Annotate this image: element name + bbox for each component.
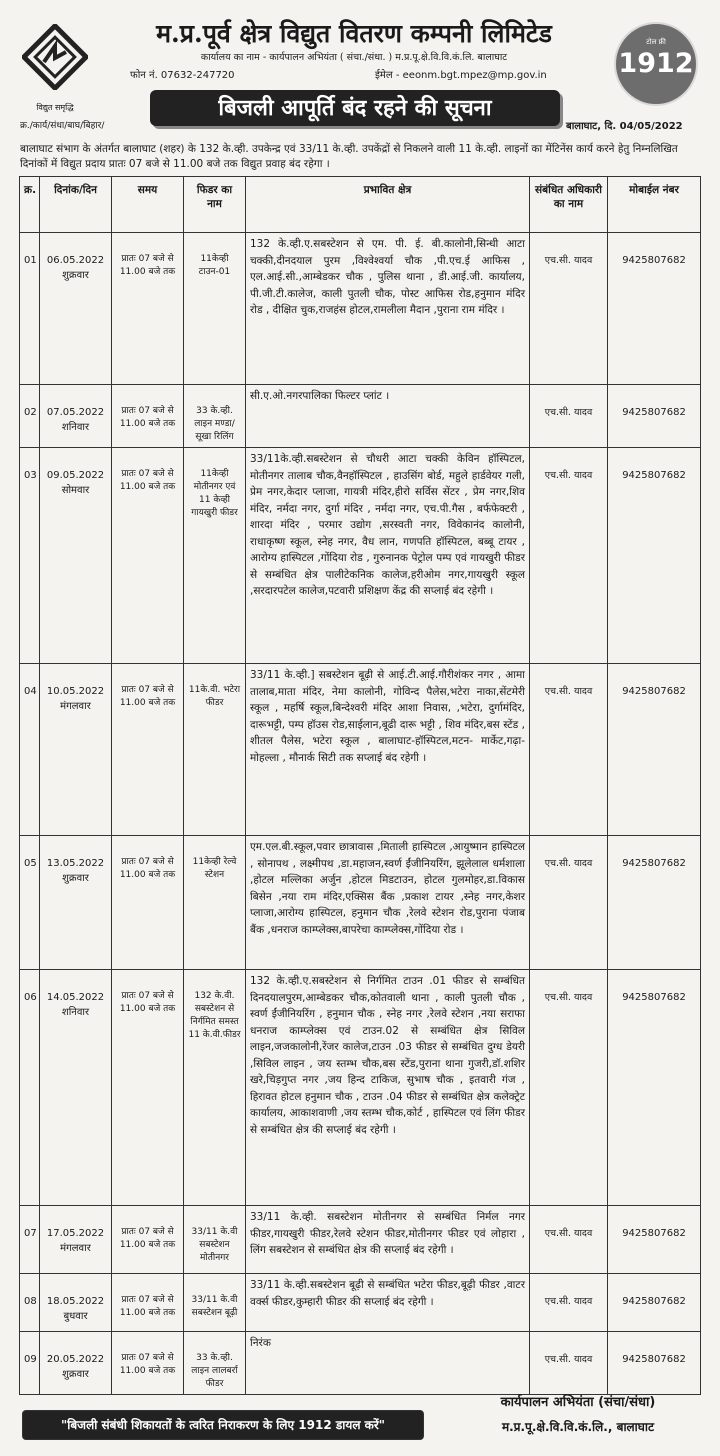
row-time [112,1206,184,1274]
row-date [40,970,112,1206]
row-serial [20,664,40,836]
row-affected-area [246,233,530,385]
row-officer-officer: एच.सी. यादव [544,686,593,697]
email-address: ईमेल - eeonm.bgt.mpez@mp.gov.in [375,70,547,81]
row-feeder-feeder: 33/11 के.वी सबस्टेशन मोतीनगर [191,1227,238,1263]
row-mobile-mobile: 9425807682 [622,686,686,697]
row-officer-officer: एच.सी. यादव [544,407,593,418]
row-mobile [608,1206,701,1274]
row-officer-officer: एच.सी. यादव [544,1296,593,1307]
row-date [40,448,112,664]
row-mobile-mobile: 9425807682 [622,470,686,481]
table-row [20,970,701,1206]
row-feeder [184,1206,246,1274]
table-row [20,385,701,448]
row-time [112,233,184,385]
row-affected-area [246,448,530,664]
row-officer-officer: एच.सी. यादव [544,255,593,266]
row-mobile-mobile: 9425807682 [622,1228,686,1239]
row-date [40,1332,112,1395]
row-affected-area-area: 33/11 के.व्ही.सबस्टेशन बूढ़ी से सम्बंधित भटेरा फीडर,बूढ़ी फीडर ,वाटर वर्क्स फीडर,कुम्हारी फीडर की सप्लाई बंद रहेगी । [250,1279,525,1308]
row-time-time: प्रातः 07 बजे से 11.00 बजे तक [119,254,176,277]
row-mobile-mobile: 9425807682 [622,992,686,1003]
row-date-day: शुक्रवार [62,873,89,884]
row-feeder-feeder: 11केव्ही मोतीनगर एवं 11 केव्ही गायखुरी फीडर [191,469,238,518]
row-date-date: 13.05.2022 [46,858,105,869]
row-serial-sn: 06 [24,992,37,1003]
row-feeder-feeder: 33 के.व्ही. लाइन लालबर्रा फीडर [191,1353,238,1389]
row-serial-sn: 05 [24,858,37,869]
row-serial-sn: 04 [24,686,37,697]
row-feeder [184,233,246,385]
row-date-date: 14.05.2022 [46,992,105,1003]
phone-number: फोन नं. 07632-247720 [130,70,235,81]
header-mobile: मोबाईल नंबर [608,177,701,233]
reference-number: क्र./कार्य/संधा/बाघ/बिहार/ [20,121,105,131]
row-time [112,385,184,448]
company-logo-icon [22,24,88,90]
row-mobile [608,233,701,385]
header-sn: क्र. [20,177,40,233]
table-header-row [20,177,701,233]
office-name: कार्यालय का नाम - कार्यपालन अभियंता ( संचा./संधा. ) म.प्र.पू.क्षे.वि.वि.कं.लि. बालाघाट [200,52,508,63]
row-date-date: 09.05.2022 [46,470,105,481]
row-time [112,836,184,970]
row-date-day: शनिवार [61,422,90,433]
row-officer-officer: एच.सी. यादव [544,1354,593,1365]
header-date: दिनांक/दिन [40,177,112,233]
row-officer [530,1206,608,1274]
row-date [40,385,112,448]
row-date-date: 20.05.2022 [46,1354,105,1365]
row-mobile-mobile: 9425807682 [622,255,686,266]
table-row [20,1206,701,1274]
row-feeder [184,448,246,664]
row-affected-area [246,385,530,448]
row-date [40,1206,112,1274]
row-affected-area-area: 33/11 के.व्ही. सबस्टेशन मोतीनगर से सम्बंधित निर्मल नगर फीडर,गायखुरी फीडर,रेलवे स्टेशन फीडर,मोतीनगर फीडर एवं लोहारा , लिंग सबस्टेशन से सम्बंधित क्षेत्र की सप्लाई बंद रहेगी । [250,1211,525,1256]
row-serial [20,970,40,1206]
row-affected-area [246,970,530,1206]
row-affected-area-area: 132 के.व्ही.ए.सबस्टेशन से निर्गमित टाउन .01 फीडर से सम्बंधित दिनदयालपुरम,आम्बेडकर चौक,कोतवाली थाना , काली पुतली चौक , स्वर्ण ईंजीनियरिंग , हनुमान चौक , स्नेह नगर ,रेलवे स्टेशन ,नया सराफा धनराज काम्प्लेक्स एवं टाउन.02 से सम्बंधित क्षेत्र सिविल लाइन,जजकालोनी,रेंजर कालेज,टाउन .03 फीडर से सम्बंधित दुग्ध डेयरी ,सिविल लाइन , जय स्तम्भ चौक,बस स्टेंड,पुराना थाना गुजरी,डॉ.शशिर खरे,चिड़गुप्त नगर ,जय हिन्द टाकिज, सुभाष चौक , इतवारी गंज , हिरावत होटल हनुमान चौक , टाउन .04 फीडर से सम्बंधित क्षेत्र कलेक्ट्रेट कार्यालय, आकाशवाणी ,जय स्तम्भ चौक,कोर्ट , हास्पिटल एवं लिंग फीडर से सम्बंधित क्षेत्र की सप्लाई बंद रहेगी । [250,975,525,1136]
row-serial-sn: 03 [24,470,37,481]
row-mobile-mobile: 9425807682 [622,1296,686,1307]
header-time: समय [112,177,184,233]
row-officer [530,448,608,664]
row-mobile [608,836,701,970]
row-mobile [608,970,701,1206]
signature-title: कार्यपालन अभियंता (संचा/संधा) [500,1395,656,1410]
row-time-time: प्रातः 07 बजे से 11.00 बजे तक [119,991,176,1014]
row-affected-area-area: निरंक [250,1337,271,1349]
outage-schedule-table [19,176,701,1395]
row-date-day: शुक्रवार [62,1369,89,1380]
badge-toll-free-label: टोल फ्री [646,38,666,46]
row-date-date: 10.05.2022 [46,686,105,697]
table-row [20,448,701,664]
notice-title: बिजली आपूर्ति बंद रहने की सूचना [150,90,560,126]
row-mobile [608,448,701,664]
row-date-day: बुधवार [63,1311,88,1322]
row-feeder-feeder: 33 के.व्ही. लाइन मण्डा/सूखा रिलिंग [194,406,235,442]
row-affected-area-area: 33/11के.व्ही.सबस्टेशन से चौधरी आटा चक्की केविन हॉस्पिटल, मोतीनगर तालाब चौक,वैनहॉस्पिटल , हाउसिंग बोर्ड, महुले हार्डवेयर गली, प्रेम नगर,केदार प्लाजा, गायत्री मंदिर,हीरो सर्विस सेंटर , प्रेम नगर,शिव मंदिर, नर्मदा नगर, दुर्गा मंदिर , नर्मदा नगर, एच.पी.गैस , बर्फफेक्टरी , शारदा मंदिर , परमार उद्योग ,सरस्वती नगर, विवेकानंद कालोनी, राधाकृष्ण स्कूल, स्नेह नगर, वैध लान, गणपति हॉस्पिटल, बब्बू टायर , आरोग्य हास्पिटल ,गोंदिया रोड , गुरुनानक पेट्रोल पम्प एवं गायखुरी फीडर से सम्बंधित क्षेत्र पालीटेकनिक कालेज,हरीओम नगर,गायखुरी स्कूल ,सरदारपटेल कालेज,पटवारी प्रशिक्षण केंद्र की सप्लाई बंद रहेगी । [250,453,525,597]
header-area: प्रभावित क्षेत्र [246,177,530,233]
row-time-time: प्रातः 07 बजे से 11.00 बजे तक [119,1227,176,1250]
row-feeder-feeder: 11केव्ही रेल्वे स्टेशन [192,857,237,880]
row-mobile [608,385,701,448]
row-date-date: 06.05.2022 [46,255,105,266]
table-row [20,1274,701,1332]
row-officer [530,1274,608,1332]
row-affected-area [246,664,530,836]
row-serial-sn: 08 [24,1296,37,1307]
row-time [112,448,184,664]
row-officer-officer: एच.सी. यादव [544,992,593,1003]
table-row [20,1332,701,1395]
row-feeder [184,1332,246,1395]
row-time [112,970,184,1206]
row-serial [20,1332,40,1395]
row-serial [20,385,40,448]
helpline-slogan: "बिजली संबंधी शिकायतों के त्वरित निराकरण के लिए 1912 डायल करें" [22,1410,424,1440]
row-officer-officer: एच.सी. यादव [544,1228,593,1239]
row-serial [20,448,40,664]
table-row [20,233,701,385]
row-mobile-mobile: 9425807682 [622,858,686,869]
row-feeder-feeder: 11केव्ही टाउन-01 [198,254,231,277]
row-feeder [184,1274,246,1332]
row-affected-area [246,836,530,970]
signature-office: म.प्र.पू.क्षे.वि.वि.कं.लि., बालाघाट [501,1420,655,1434]
row-date-date: 07.05.2022 [46,407,105,418]
row-serial-sn: 01 [24,255,37,266]
row-officer [530,385,608,448]
intro-paragraph: बालाघाट संभाग के अंतर्गत बालाघाट (शहर) के 132 के.व्ही. उपकेन्द्र एवं 33/11 के.व्ही. उपकेंद्रों से निकलने वाली 11 के.व्ही. लाइनों का मेंटिनेंस कार्य करने हेतु निम्नलिखित दिनांकों में विद्युत प्रदाय प्रातः 07 बजे से 11.00 बजे तक विद्युत प्रवाह बंद रहेगा । [20,143,678,170]
company-name: म.प्र.पूर्व क्षेत्र विद्युत वितरण कम्पनी लिमिटेड [156,19,552,48]
table-row [20,836,701,970]
row-feeder [184,664,246,836]
row-serial-sn: 07 [24,1228,37,1239]
row-date [40,836,112,970]
row-time-time: प्रातः 07 बजे से 11.00 बजे तक [119,406,176,429]
row-date [40,233,112,385]
row-serial-sn: 09 [24,1354,37,1365]
row-serial [20,1274,40,1332]
row-feeder-feeder: 132 के.वी. सबस्टेशन से निर्गमित समस्त 11 के.वी.फीडर [188,991,241,1040]
row-feeder-feeder: 33/11 के.वी सबस्टेशन बूढ़ी [191,1295,238,1318]
row-date-day: सोमवार [61,485,90,496]
row-time [112,1332,184,1395]
row-affected-area-area: एम.एल.बी.स्कूल,पवार छात्रावास ,मिताली हास्पिटल ,आयुष्मान हास्पिटल , सोनापथ , लक्ष्मीपथ ,डा.महाजन,स्वर्ण ईंजीनियरिंग, झूलेलाल धर्मशाला ,होटल मल्लिका अर्जुन ,होटल मिडटाउन, होटल गुलमोहर,डा.विकास बिसेन ,नया राम मंदिर,एक्सिस बैंक ,प्रकाश टायर ,स्नेह नगर,केशर प्लाजा,आरोग्य हास्पिटल, हनुमान चौक ,रेलवे स्टेशन रोड,पुराना पंजाब बैंक ,धनराज काम्प्लेक्स,बापरेचा काम्प्लेक्स,गोंदिया रोड । [250,841,525,936]
row-mobile-mobile: 9425807682 [622,407,686,418]
row-time-time: प्रातः 07 बजे से 11.00 बजे तक [119,857,176,880]
row-date-day: शुक्रवार [62,270,89,281]
table-body [20,233,701,1395]
row-affected-area [246,1206,530,1274]
row-officer [530,664,608,836]
row-mobile [608,664,701,836]
row-date-date: 18.05.2022 [46,1296,105,1307]
row-time-time: प्रातः 07 बजे से 11.00 बजे तक [119,1353,176,1376]
row-officer [530,1332,608,1395]
row-officer [530,233,608,385]
row-officer-officer: एच.सी. यादव [544,470,593,481]
row-time [112,1274,184,1332]
header-feeder: फिडर का नाम [184,177,246,233]
row-feeder [184,385,246,448]
row-officer [530,836,608,970]
row-officer [530,970,608,1206]
helpline-badge [614,22,698,106]
row-serial-sn: 02 [24,407,37,418]
badge-helpline-number: 1912 [618,48,694,79]
row-time [112,664,184,836]
row-date [40,664,112,836]
header-officer: संबंधित अधिकारी का नाम [530,177,608,233]
notice-date: बालाघाट, दि. 04/05/2022 [566,121,683,132]
row-date [40,1274,112,1332]
row-feeder-feeder: 11के.वी. भटेरा फीडर [188,685,241,708]
row-affected-area-area: 33/11 के.व्ही.] सबस्टेशन बूढ़ी से आई.टी.आई.गौरीशंकर नगर , आमा तालाब,माता मंदिर, नेमा कालोनी, गोविन्द पैलेस,भटेरा नाका,सेंटमेरी स्कूल , महर्षि स्कूल,बिन्देश्वरी मंदिर आशा निवास, ,भटेरा, दुर्गामंदिर, दारूभट्टी, पम्प हॉउस रोड,साईलान,बूढी दारू भट्टी , शिव मंदिर,बस स्टेंड , शीतल पैलेस, भटेरा स्कूल , बालाघाट-हॉस्पिटल,मटन- मार्केट,गढ़ा-मोहल्ला , मौनार्क सिटी तक सप्लाई बंद रहेगी । [250,669,525,764]
row-date-day: मंगलवार [60,1243,91,1254]
row-officer-officer: एच.सी. यादव [544,858,593,869]
row-date-day: शनिवार [61,1007,90,1018]
row-mobile-mobile: 9425807682 [622,1354,686,1365]
row-time-time: प्रातः 07 बजे से 11.00 बजे तक [119,469,176,492]
row-time-time: प्रातः 07 बजे से 11.00 बजे तक [119,685,176,708]
row-mobile [608,1332,701,1395]
row-date-date: 17.05.2022 [46,1228,105,1239]
row-serial [20,1206,40,1274]
row-serial [20,836,40,970]
row-affected-area-area: सी.ए.ओ.नगरपालिका फिल्टर प्लांट । [250,390,390,402]
row-time-time: प्रातः 07 बजे से 11.00 बजे तक [119,1295,176,1318]
row-affected-area [246,1332,530,1395]
logo-caption: विद्युत समृद्धि [36,103,74,112]
row-date-day: मंगलवार [60,701,91,712]
row-affected-area [246,1274,530,1332]
row-feeder [184,970,246,1206]
row-mobile [608,1274,701,1332]
row-feeder [184,836,246,970]
row-serial [20,233,40,385]
row-affected-area-area: 132 के.व्ही.ए.सबस्टेशन से एम. पी. ई. बी.कालोनी,सिन्धी आटा चक्की,दीनदयाल पुरम ,विश्वेश्वर्या चौक ,पी.एच.ई आफिस , एल.आई.सी.,आम्बेडकर चौक , पुलिस थाना , डी.आई.जी. कार्यालय, पी.जी.टी.कालेज, काली पुतली चौक, पोस्ट आफिस रोड,हनुमान मंदिर रोड , दीक्षित चुक,राजहंस होटल,रामलीला मैदान ,पुराना राम मंदिर । [250,238,525,316]
table-row [20,664,701,836]
